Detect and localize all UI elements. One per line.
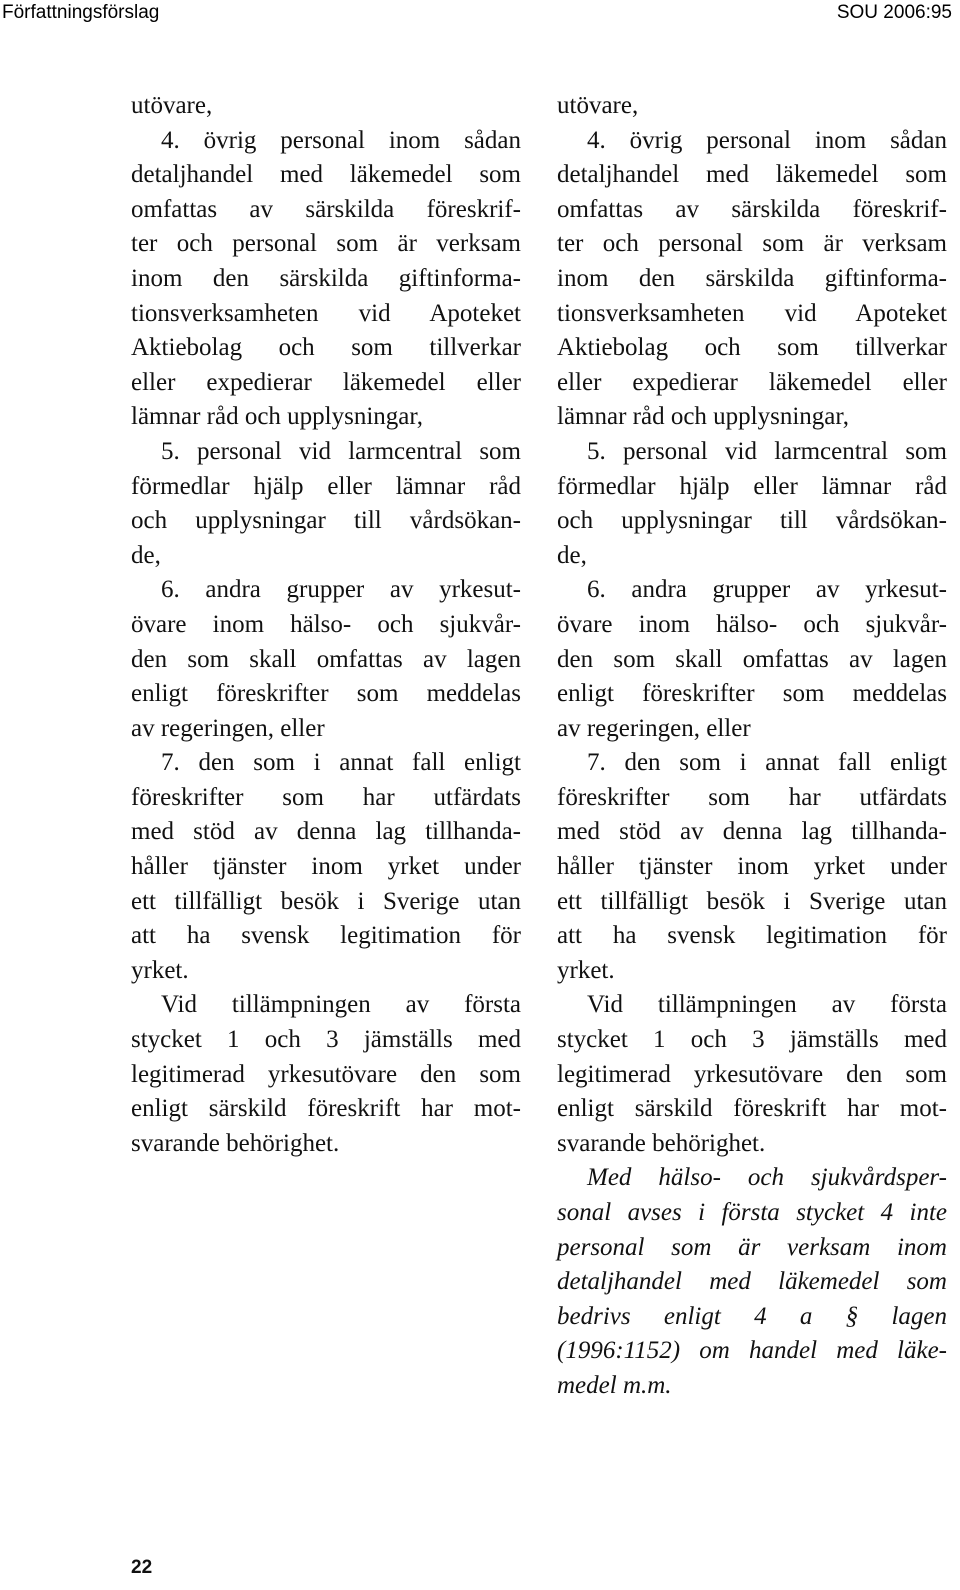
text-line: svarande behörighet. [131, 1129, 340, 1157]
text-line: yrket. [557, 956, 615, 984]
text-line: av regeringen, eller [131, 714, 325, 742]
text-line: håller tjänster inom yrket under [131, 853, 521, 881]
text-line: stycket 1 och 3 jämställs med [557, 1026, 947, 1054]
text-line: och upplysningar till vårdsökan- [557, 507, 947, 535]
italic-text-line: (1996:1152) om handel med läke- [557, 1337, 947, 1365]
text-line: tionsverksamheten vid Apoteket [557, 299, 947, 327]
text-line: övare inom hälso- och sjukvår- [131, 610, 521, 638]
text-line: 7. den som i annat fall enligt [587, 749, 947, 777]
italic-text-line: bedrivs enligt 4 a § lagen [557, 1302, 947, 1330]
text-line: 5. personal vid larmcentral som [161, 437, 521, 465]
italic-text-line: sonal avses i första stycket 4 inte [557, 1199, 947, 1226]
text-line: lämnar råd och upplysningar, [557, 403, 849, 431]
text-line: lämnar råd och upplysningar, [131, 403, 423, 431]
text-line: 7. den som i annat fall enligt [161, 749, 521, 777]
running-header [0, 0, 960, 26]
text-line: inom den särskilda giftinforma- [131, 264, 521, 292]
text-line: att ha svensk legitimation för [557, 922, 947, 950]
text-line: ter och personal som är verksam [131, 230, 521, 258]
text-line: övare inom hälso- och sjukvår- [557, 610, 947, 638]
text-line: förmedlar hjälp eller lämnar råd [557, 472, 947, 500]
text-line: den som skall omfattas av lagen [557, 645, 947, 673]
text-line: den som skall omfattas av lagen [131, 645, 521, 673]
italic-text-line: Med hälso- och sjukvårdsper- [587, 1164, 947, 1192]
header-document-id: SOU 2006:95 [836, 2, 952, 23]
text-line: 4. övrig personal inom sådan [161, 126, 521, 154]
italic-text-line: medel m.m. [557, 1371, 672, 1399]
text-line: förmedlar hjälp eller lämnar råd [131, 472, 521, 500]
text-line: detaljhandel med läkemedel som [131, 161, 521, 189]
text-line: enligt föreskrifter som meddelas [557, 680, 947, 708]
text-line: 4. övrig personal inom sådan [587, 126, 947, 154]
text-line: med stöd av denna lag tillhanda- [557, 818, 947, 846]
text-line: legitimerad yrkesutövare den som [557, 1060, 947, 1088]
text-line: ett tillfälligt besök i Sverige utan [131, 887, 521, 915]
text-line: av regeringen, eller [557, 714, 751, 742]
header-section-title: Författningsförslag [2, 2, 160, 23]
text-line: utövare, [131, 92, 213, 119]
text-line: de, [557, 541, 587, 569]
text-line: Aktiebolag och som tillverkar [131, 334, 521, 362]
text-line: utövare, [557, 92, 639, 119]
proposed-text-column [557, 89, 947, 1404]
text-line: föreskrifter som har utfärdats [131, 783, 521, 811]
italic-text-line: detaljhandel med läkemedel som [557, 1268, 947, 1296]
text-line: Aktiebolag och som tillverkar [557, 334, 947, 362]
text-line: 5. personal vid larmcentral som [587, 437, 947, 465]
text-line: att ha svensk legitimation för [131, 922, 521, 950]
italic-text-line: personal som är verksam inom [557, 1233, 947, 1261]
text-line: enligt föreskrifter som meddelas [131, 680, 521, 708]
text-line: detaljhandel med läkemedel som [557, 161, 947, 189]
text-line: 6. andra grupper av yrkesut- [161, 576, 521, 604]
text-line: enligt särskild föreskrift har mot- [131, 1095, 521, 1123]
text-line: inom den särskilda giftinforma- [557, 264, 947, 292]
text-line: stycket 1 och 3 jämställs med [131, 1026, 521, 1054]
text-line: och upplysningar till vårdsökan- [131, 507, 521, 535]
text-line: yrket. [131, 956, 189, 984]
text-line: de, [131, 541, 161, 569]
page-number: 22 [131, 1557, 153, 1578]
text-line: eller expedierar läkemedel eller [131, 368, 521, 396]
text-line: enligt särskild föreskrift har mot- [557, 1095, 947, 1123]
text-line: håller tjänster inom yrket under [557, 853, 947, 881]
text-line: ter och personal som är verksam [557, 230, 947, 258]
text-line: legitimerad yrkesutövare den som [131, 1060, 521, 1088]
text-line: omfattas av särskilda föreskrif- [131, 195, 521, 223]
text-line: svarande behörighet. [557, 1129, 766, 1157]
text-line: tionsverksamheten vid Apoteket [131, 299, 521, 327]
text-line: föreskrifter som har utfärdats [557, 783, 947, 811]
text-line: omfattas av särskilda föreskrif- [557, 195, 947, 223]
text-line: Vid tillämpningen av första [587, 991, 947, 1019]
text-line: ett tillfälligt besök i Sverige utan [557, 887, 947, 915]
text-line: Vid tillämpningen av första [161, 991, 521, 1019]
text-line: 6. andra grupper av yrkesut- [587, 576, 947, 604]
text-line: eller expedierar läkemedel eller [557, 368, 947, 396]
text-line: med stöd av denna lag tillhanda- [131, 818, 521, 846]
current-text-column [131, 89, 521, 1161]
